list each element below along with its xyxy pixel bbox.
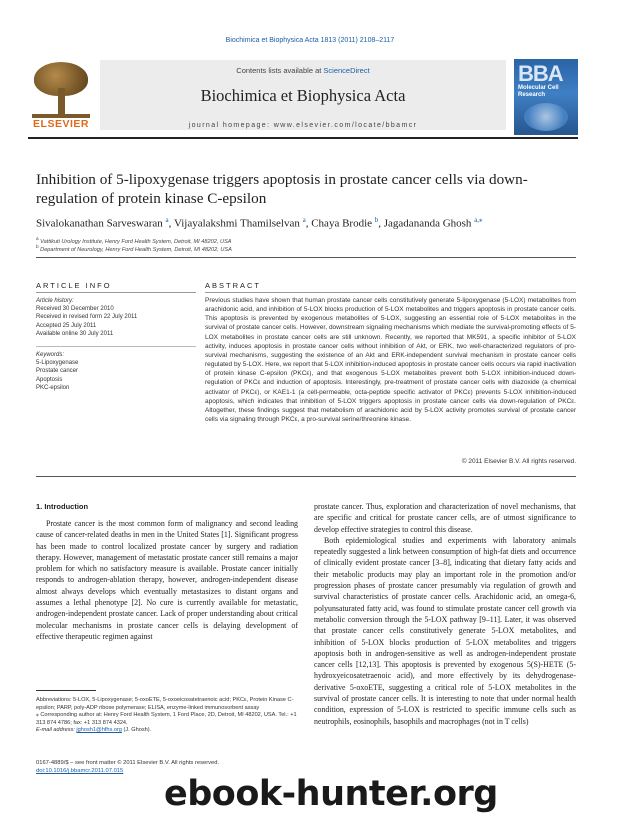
author-name[interactable]: Sivalokanathan Sarveswaran xyxy=(36,217,163,230)
footnotes xyxy=(36,697,298,735)
body-text-left: Prostate cancer is the most common form of malignancy and second leading cause of cancer-related deaths in men in the United States [1]. Significant progress has been made to control localized prostate cancer by surgery and radiation therapy. However, management of metastatic prostate cancer still remains a major problem for which no satisfactory measure is available. Prostate cancer initially responds to androgen-ablation therapy, however, androgen-independent disease almost always develops which eventually metastasizes to distant organs and assumes a lethal phenotype [2]. No cure is currently available for metastatic, androgen-independent prostate cancer. Lack of proper understanding about critical molecular mechanisms in prostate cancer cells is delaying development of effective therapeutic regimen against xyxy=(36,519,298,641)
body-text-right xyxy=(314,501,576,727)
journal-citation: Biochimica et Biophysica Acta 1813 (2011) 2108–2117 xyxy=(225,37,395,44)
publisher-name: ELSEVIER xyxy=(33,118,89,130)
corresponding-author-note: ⁎ Corresponding author at: Henry Ford Health System, 1 Ford Place, 2D, Detroit, MI 48202, USA. Tel.: +1 313 874 4786; fax: +1 313 874 4324. xyxy=(36,712,297,726)
keyword[interactable]: PKC-epsilon xyxy=(36,384,70,391)
abbreviations-note: Abbreviations: 5-LOX, 5-Lipoxygenase; 5-oxoETE, 5-oxoeicosatetraenoic acid; PKCε, Protein Kinase C-epsilon; PARP, poly-ADP ribose polymerase; ELISA, enzyme-linked immunosorbent assay xyxy=(36,697,294,711)
journal-homepage: journal homepage: www.elsevier.com/locate/bbamcr xyxy=(188,122,418,129)
sciencedirect-link[interactable]: ScienceDirect xyxy=(323,66,370,75)
header-divider xyxy=(28,137,578,139)
affiliation: $^a$ Vattikuti Urology Institute, Henry Ford Health System, Detroit, MI 48202, USA xyxy=(36,236,232,245)
issn-line: 0167-4889/$ – see front matter © 2011 Elsevier B.V. All rights reserved. xyxy=(36,760,220,766)
author-name[interactable]: Chaya Brodie xyxy=(311,217,373,230)
paragraph: prostate cancer. Thus, exploration and characterization of novel mechanisms, that are specific and critical for prostate cancer cells, are of utmost significance to develop effective strategies to control this disease. xyxy=(314,502,576,534)
paragraph: Both epidemiological studies and experiments with laboratory animals repeatedly suggested a link between consumption of high-fat diets and occurrence of clinically evident prostate cancer [3–8], indicating that dietary fatty acids and their metabolic products may play an important role in the promotion and/or progression phases of prostate cancer presumably via regulation of growth and survival characteristics of prostate cancer cells. Arachidonic acid, an omega-6, polyunsaturated fatty acid, was found to stimulate prostate cancer cell growth via metabolic conversion through the 5-LOX pathway [9–11]. Later, it was observed that prostate cancer cells constitutively generate 5-LOX metabolites, and inhibition of 5-LOX blocks production of 5-LOX metabolites and triggers apoptosis both in androgen-sensitive as well as androgen-independent prostate cancer cells [12,13]. This apoptosis is prevented by exogenous 5(S)-HETE (5-hydroxyeicosatetraenoic acid), and more effectively by its dehydrogenase-derivative 5-oxoETE, suggesting a critical role of 5-LOX metabolites in the survival of prostate cancer cells. It is interesting to note that under normal health condition, expression of 5-LOX is restricted to specific immune cells such as neutrophils, eosinophils, basophils and macrophages (not in T cells) xyxy=(314,535,576,726)
history-item: Available online 30 July 2011 xyxy=(36,330,114,337)
front-matter-info xyxy=(36,759,298,775)
abstract-text: Previous studies have shown that human prostate cancer cells constitutively generate 5-lipoxygenase (5-LOX) metabolites from arachidonic acid, and inhibition of 5-LOX blocks production of 5-LOX metabolites and triggers apoptosis in prostate cancer cells. This apoptosis is prevented by exogenous metabolites of 5-LOX, suggesting an essential role of 5-LOX metabolites in the survival of prostate cancer cells. However, downstream signaling mechanisms which mediate the survival-promoting effects of 5-LOX metabolites in prostate cancer cells are still unknown. Recently, we reported that MK591, a specific inhibitor of 5-LOX activity, induces apoptosis in prostate cancer cells without inhibition of Akt, or ERK, two well-characterized regulators of pro-survival mechanisms, suggesting the existence of an Akt and ERK-independent survival mechanism in prostate cancer cells regulated by 5-LOX. Here, we report that 5-LOX inhibition-induced apoptosis in prostate cancer cells occurs via rapid inactivation of protein kinase C-epsilon (PKCε), and that exogenous 5-LOX metabolites prevent both 5-LOX inhibition-induced down-regulation of PKCε and induction of apoptosis. Interestingly, pre-treatment of prostate cancer cells with diazoxide (a chemical activator of PKCε), or KAE1-1 (a cell-permeable, octa-peptide specific activator of PKCε) prevents 5-LOX inhibition-induced apoptosis, which indicates that inhibition of 5-LOX triggers apoptosis in prostate cancer cells via down-regulation of PKCε. Altogether, these findings suggest that metabolism of arachidonic acid by 5-LOX activity promotes survival of prostate cancer cells via signaling through PKCε, a pro-survival serine/threonine kinase. xyxy=(205,297,576,424)
contents-line: Contents lists available at ScienceDirect xyxy=(236,66,370,75)
article-info-heading: ARTICLE INFO xyxy=(36,281,112,290)
author-name[interactable]: Vijayalakshmi Thamilselvan xyxy=(173,217,300,230)
keyword[interactable]: Apoptosis xyxy=(36,376,63,383)
keyword[interactable]: Prostate cancer xyxy=(36,368,79,375)
email-note: E-mail address: jghosh1@hfhs.org (J. Ghosh). xyxy=(36,727,152,734)
elsevier-logo xyxy=(28,60,94,130)
cover-title: BBA xyxy=(518,61,563,86)
section-heading: 1. Introduction xyxy=(36,502,89,511)
divider xyxy=(36,476,576,477)
homepage-url[interactable]: www.elsevier.com/locate/bbamcr xyxy=(273,122,418,129)
article-history: Article history: Received 30 December 2010 Received in revised form 22 July 2011 Accepted 25 July 2011 Available online 30 July 2011 xyxy=(36,297,196,338)
email-link[interactable]: jghosh1@hfhs.org xyxy=(76,727,122,734)
cover-image xyxy=(524,103,568,131)
affiliation: $^b$ Department of Neurology, Henry Ford Health System, Detroit, MI 48202, USA xyxy=(36,244,232,253)
journal-cover xyxy=(514,59,578,135)
cover-subtitle: Molecular Cell Research xyxy=(518,85,559,98)
journal-name: Biochimica et Biophysica Acta xyxy=(200,86,406,105)
abstract-heading: ABSTRACT xyxy=(205,281,262,290)
copyright-notice: © 2011 Elsevier B.V. All rights reserved. xyxy=(461,458,576,465)
divider xyxy=(36,257,576,258)
author-name[interactable]: Jagadananda Ghosh xyxy=(383,217,472,230)
keyword[interactable]: 5-Lipoxygenase xyxy=(36,360,79,367)
history-item: Received in revised form 22 July 2011 xyxy=(36,314,138,321)
history-item: Accepted 25 July 2011 xyxy=(36,322,97,329)
doi-link[interactable]: doi:10.1016/j.bbamcr.2011.07.015 xyxy=(36,768,124,774)
author-list: Sivalokanathan Sarveswaran $^a$, Vijayalakshmi Thamilselvan $^a$, Chaya Brodie $^b$, Jagadananda Ghosh $^{a,⁎}$ xyxy=(36,216,483,230)
keywords: Keywords: 5-Lipoxygenase Prostate cancer Apoptosis PKC-epsilon xyxy=(36,351,196,392)
history-item: Received 30 December 2010 xyxy=(36,306,114,313)
article-title: Inhibition of 5-lipoxygenase triggers apoptosis in prostate cancer cells via down-regulation of protein kinase C-epsilon xyxy=(36,171,528,207)
watermark: ebook-hunter.org xyxy=(164,774,498,814)
